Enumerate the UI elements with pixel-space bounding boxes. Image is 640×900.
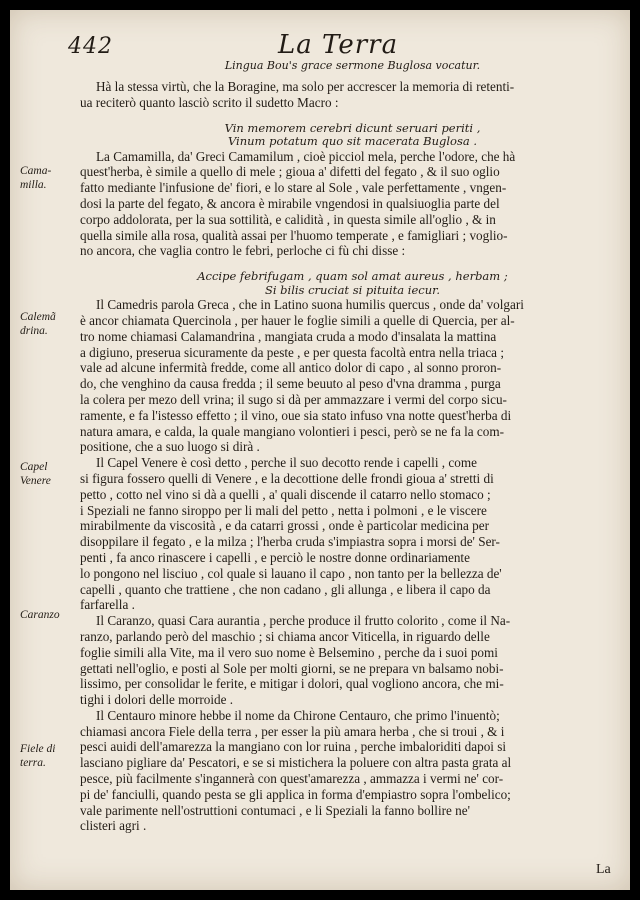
- paragraph-centauro: Il Centauro minore hebbe il nome da Chirone Centauro, che primo l'inuentò; chiamasi ancora Fiele della terra , per esser la più amara herba , che si troui , & i pesci auidi dell'amarezza la mangiano con lor ruina , perche imbaloriditi dapoi si lasciano pigliare da' Pescatori, e se si mistichera la poluere con altra pasta grata al pesce, più facilmente s'ingannerà con quest'amarezza , ammazza i vermi ne' cor- pi de' fanciulli, quando pesta se gli applica in forma d'empiastro sopra l'ombelico; vale parimente nell'ostruttioni contumaci , e li Speziali la fanno bollire ne' clisteri agri .: [80, 707, 512, 834]
- running-head: La Terra: [278, 30, 399, 60]
- caption: Lingua Bou's grace sermone Buglosa vocatur.: [224, 59, 481, 72]
- margin-note-camamilla: Cama- milla.: [20, 165, 52, 191]
- verse-buglosa: Vin memorem cerebri dicunt seruari periti , Vinum potatum quo sit macerata Buglosa .: [224, 120, 481, 149]
- text-body: [80, 58, 625, 834]
- paragraph-camamilla: La Camamilla, da' Greci Camamilum , cioè picciol mela, perche l'odore, che hà quest'herba, è simile a quello di mele ; gioua a' difetti del fegato , & il suo oglio fatto mediante l'infusione de' fiori, e lo stare al Sole , vale perfettamente , vngen- dosi la parte del fegato, & ancora è mirabile vngendosi in qualsiuoglia parte del corpo addolorata, per la sua sottilità, e calidità , in questa simile all'oglio , & in quella simile alla rosa, qualità assai per l'huomo temperate , e famigliari ; voglio- no ancora, che vaglia contro le febri, perloche ci fù chi disse :: [80, 148, 516, 259]
- page-sheet: [10, 10, 630, 890]
- verse-febrifuga: Accipe febrifugam , quam sol amat aureus , herbam ; Si bilis cruciat si pituita iecur.: [197, 269, 508, 297]
- margin-note-fiele: Fiele di terra.: [20, 743, 56, 769]
- catchword: La: [596, 862, 611, 877]
- page-number: 442: [68, 34, 113, 59]
- margin-note-calemandrina: Calemã drina.: [20, 311, 56, 337]
- paragraph-caranzo: Il Caranzo, quasi Cara aurantia , perche produce il frutto colorito , come il Na- ranzo, parlando però del maschio ; si chiama ancor Viticella, in riguardo delle foglie simili alla Vite, ma il vero suo nome è Belsemino , perche da i suoi pomi gettati nell'oglio, e posti al Sole per molti giorni, se ne prepara vn balsamo nobi- lissimo, per consolidar le ferite, e mitigar i dolori, qual vogliono ancora, che mi- tighi i dolori delle morroide .: [80, 613, 511, 708]
- paragraph-camedris: Il Camedris parola Greca , che in Latino suona humilis quercus , onde da' volgari è ancor chiamata Quercinola , per hauer le foglie simili a quelle di Quercia, per al- tro nome chiamasi Calamandrina , mangiata cruda a modo d'insalata la mattina a digiuno, preserua sicuramente da peste , e per questa facoltà entra nella triaca ; vale ad alcune infermità fredde, come all antico dolor di capo , al sonno proron- do, che venghino da causa fredda ; il seme beuuto al peso d'vna dramma , purga la colera per mezo dell vrina; il sugo si dà per ammazzare i vermi del corpo sicu- ramente, e fa l'istesso effetto ; il vino, oue sia stato infuso vna notte quest'herba di natura amara, e calda, la quale mangiano volontieri i pesci, però se ne fa la com- positione, che a suo luogo si dirà .: [80, 297, 524, 455]
- margin-note-capel-venere: Capel Venere: [20, 461, 51, 487]
- paragraph-capel-venere: Il Capel Venere è così detto , perche il suo decotto rende i capelli , come si figura fossero quelli di Venere , e la decottione delle frondi gioua a' stretti di petto , cotto nel vino si dà a quelli , a' quali discende il catarro nello stomaco ; i Speziali ne fanno siroppo per li mali del petto , netta i polmoni , e le viscere mirabilmente da viscosità , e da catarri grossi , onde è particolar medicina per disoppilare il fegato , e la milza ; l'herba cruda s'impiastra sopra i morsi de' Ser- penti , fa anco rinascere i capelli , e perciò le nostre donne ordinariamente lo pongono nel lisciuo , col quale si lauano il capo , non tanto per la bellezza de' capelli , quanto che trattiene , che non cadano , gli allunga , e libera il capo da farfarella .: [80, 455, 502, 613]
- margin-note-caranzo: Caranzo: [20, 609, 60, 621]
- paragraph-boragine: Hà la stessa virtù, che la Boragine, ma solo per accrescer la memoria di retenti- ua reciterò quanto lasciò scrito il sudetto Macro :: [80, 79, 515, 110]
